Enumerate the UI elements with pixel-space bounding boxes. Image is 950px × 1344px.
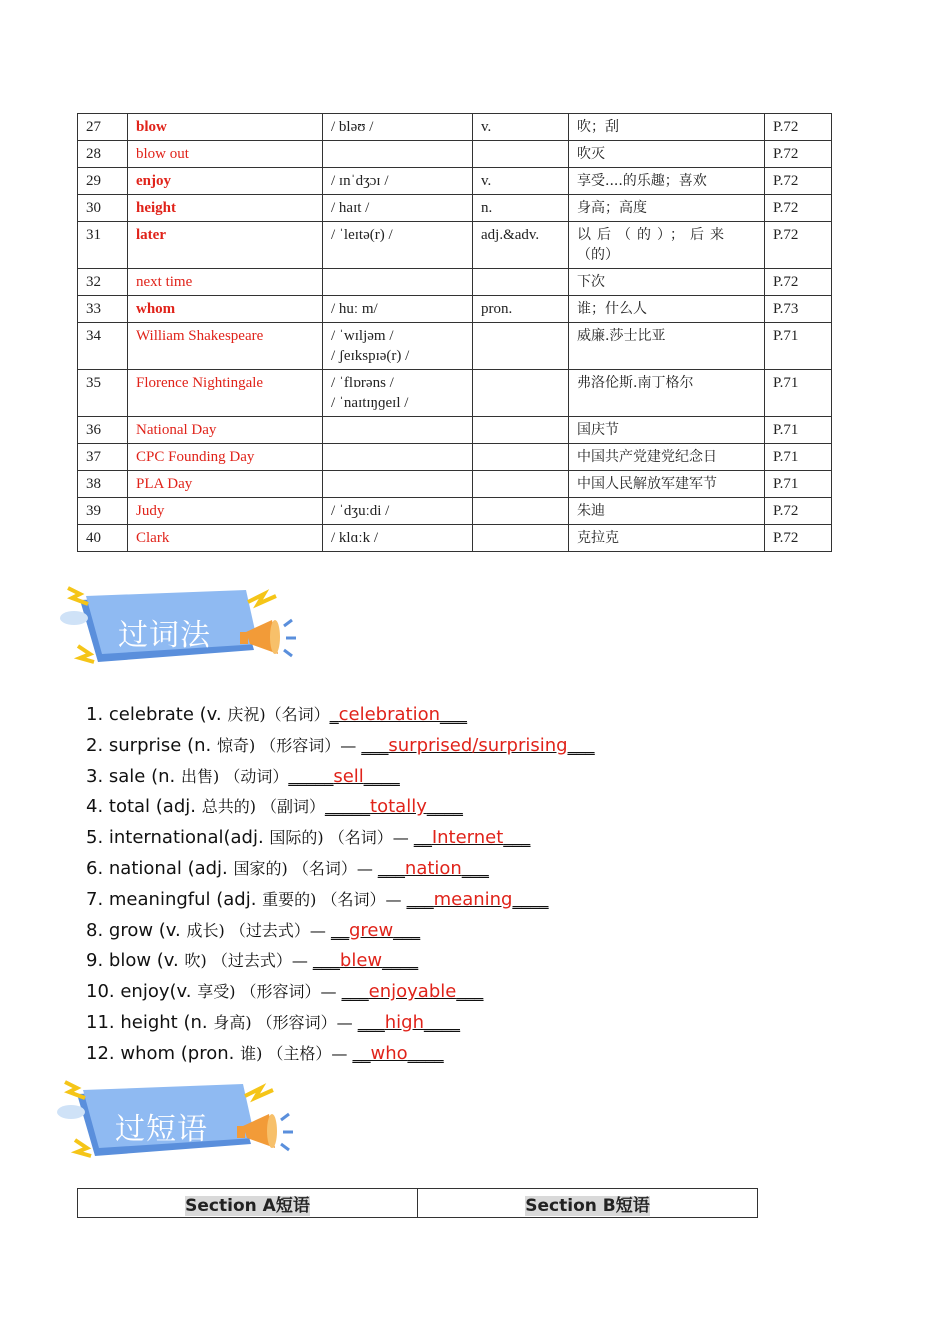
answer-blank-left: _ (329, 704, 339, 725)
exercise-item (86, 1008, 595, 1039)
vocab-number-cell (78, 498, 128, 525)
answer-blank-right: ____ (424, 1011, 460, 1033)
exercise-hint: 成长) （过去式）— (186, 920, 331, 940)
vocab-meaning-cell (569, 471, 765, 498)
exercise-prompt: 4. total (adj. (86, 796, 202, 818)
word-form-exercise-list (86, 700, 595, 1070)
vocab-page-cell (765, 498, 832, 525)
section-banner-words (58, 580, 308, 680)
section-b-header (418, 1189, 758, 1218)
vocab-meaning-cell (569, 498, 765, 525)
section-a-label-zh: 短语 (275, 1195, 310, 1216)
banner-title: 过短语 (115, 1112, 208, 1147)
answer-blank-right: ___ (393, 919, 421, 941)
vocab-word-cell (128, 444, 323, 471)
vocab-number-cell (78, 525, 128, 552)
vocab-page-cell (765, 269, 832, 296)
vocab-phonetic: / bləʊ / (331, 119, 374, 135)
vocab-page: P.71 (773, 422, 799, 438)
vocab-word-cell (128, 296, 323, 323)
vocab-word: whom (136, 301, 176, 317)
vocab-number-cell (78, 114, 128, 141)
vocab-word-cell (128, 195, 323, 222)
vocab-number: 28 (86, 146, 101, 162)
vocab-part-of-speech-cell (473, 498, 569, 525)
vocab-page: P.72 (773, 530, 799, 546)
vocab-phonetic: / ˈflɒrəns / (331, 375, 394, 391)
exercise-hint: 身高) （形容词）— (213, 1012, 358, 1032)
vocab-meaning: 弗洛伦斯.南丁格尔 (577, 375, 694, 391)
vocab-part-of-speech-cell (473, 269, 569, 296)
vocab-word: PLA Day (136, 476, 193, 492)
exercise-answer[interactable]: high (384, 1011, 424, 1033)
vocab-number-cell (78, 323, 128, 370)
vocab-page: P.72 (773, 274, 799, 290)
vocab-number: 39 (86, 503, 101, 519)
vocab-page-cell (765, 471, 832, 498)
vocab-part-of-speech: adj.&adv. (481, 227, 540, 243)
vocab-number: 31 (86, 227, 101, 243)
banner-title: 过词法 (118, 618, 211, 653)
vocab-row (78, 269, 832, 296)
vocab-page: P.72 (773, 119, 799, 135)
exercise-item (86, 792, 595, 823)
vocab-number: 32 (86, 274, 101, 290)
section-b-label: Section B (525, 1195, 616, 1216)
section-banner-phrases (55, 1074, 305, 1174)
vocab-phonetic-cell (323, 222, 473, 269)
vocab-page-cell (765, 444, 832, 471)
vocab-word-cell (128, 417, 323, 444)
exercise-item (86, 700, 595, 731)
vocab-phonetic: / huː m/ (331, 301, 378, 317)
vocab-number-cell (78, 471, 128, 498)
vocab-phonetic-cell (323, 168, 473, 195)
vocab-word-cell (128, 370, 323, 417)
vocab-phonetic-cell (323, 323, 473, 370)
exercise-answer[interactable]: who (370, 1042, 408, 1064)
answer-blank-left: __ (352, 1042, 371, 1064)
exercise-prompt: 11. height (n. (86, 1011, 214, 1033)
vocab-number: 35 (86, 375, 101, 391)
vocab-number: 29 (86, 173, 101, 189)
vocab-number: 33 (86, 301, 101, 317)
vocab-part-of-speech-cell (473, 195, 569, 222)
exercise-hint: 享受) （形容词）— (197, 982, 342, 1002)
answer-blank-right: ___ (567, 734, 595, 756)
vocab-meaning-cell (569, 269, 765, 296)
vocab-number: 40 (86, 530, 101, 546)
vocab-word: CPC Founding Day (136, 449, 255, 465)
answer-blank-left: ___ (312, 950, 340, 972)
exercise-hint: 吹) （过去式）— (184, 951, 313, 971)
vocabulary-table (77, 113, 832, 552)
answer-blank-right: ___ (440, 704, 468, 725)
vocab-page-cell (765, 168, 832, 195)
vocab-meaning-cell (569, 525, 765, 552)
vocab-row (78, 323, 832, 370)
vocab-meaning: 中国共产党建党纪念日 (577, 449, 717, 465)
vocab-part-of-speech-cell (473, 370, 569, 417)
vocab-word: Florence Nightingale (136, 375, 264, 391)
vocab-page: P.72 (773, 200, 799, 216)
vocab-page: P.71 (773, 476, 799, 492)
vocab-page: P.71 (773, 375, 799, 391)
vocab-meaning: 中国人民解放军建军节 (577, 476, 717, 492)
exercise-answer[interactable]: surprised/surprising (388, 734, 568, 756)
vocab-row (78, 498, 832, 525)
vocab-meaning-cell (569, 222, 765, 269)
lightning-icon (65, 1082, 85, 1098)
vocab-page-cell (765, 114, 832, 141)
vocab-phonetic-line2: / ˈnaɪtɪŋɡeɪl / (331, 395, 409, 411)
vocab-row (78, 114, 832, 141)
lightning-icon (248, 594, 276, 604)
vocab-meaning: 吹灭 (577, 146, 605, 162)
vocab-number: 38 (86, 476, 101, 492)
vocab-phonetic-cell (323, 444, 473, 471)
exercise-prompt: 12. whom (pron. (86, 1042, 241, 1064)
exercise-prompt: 7. meaningful (adj. (86, 888, 263, 910)
vocab-row (78, 168, 832, 195)
vocab-word-cell (128, 525, 323, 552)
vocab-part-of-speech: pron. (481, 301, 513, 317)
vocab-phonetic-cell (323, 195, 473, 222)
exercise-answer[interactable]: celebration (338, 704, 441, 725)
vocab-phonetic-cell (323, 141, 473, 168)
exercise-prompt: 5. international(adj. (86, 827, 270, 849)
exercise-item (86, 946, 595, 977)
exercise-item (86, 762, 595, 793)
vocab-part-of-speech-cell (473, 222, 569, 269)
vocab-page: P.72 (773, 146, 799, 162)
vocab-meaning-cell (569, 323, 765, 370)
answer-blank-left: _____ (288, 765, 334, 787)
exercise-answer[interactable]: blew (339, 950, 383, 972)
vocab-row (78, 141, 832, 168)
vocab-word: Judy (136, 503, 165, 519)
vocab-page-cell (765, 222, 832, 269)
exercise-hint: 出售) （动词） (180, 766, 289, 786)
vocab-meaning-cell (569, 296, 765, 323)
exercise-hint: 重要的) （名词）— (262, 889, 407, 909)
vocab-row (78, 471, 832, 498)
vocab-meaning: 以后（的）；后来 (577, 227, 730, 243)
answer-blank-right: ____ (512, 888, 549, 910)
answer-blank-left: _____ (325, 796, 371, 818)
vocab-phonetic-cell (323, 471, 473, 498)
vocab-number-cell (78, 141, 128, 168)
exercise-prompt: 3. sale (n. (86, 765, 181, 787)
vocab-number-cell (78, 296, 128, 323)
vocab-page-cell (765, 141, 832, 168)
vocab-number-cell (78, 168, 128, 195)
vocab-word: enjoy (136, 173, 171, 189)
vocab-page: P.72 (773, 503, 799, 519)
vocab-word-cell (128, 471, 323, 498)
vocab-word-cell (128, 168, 323, 195)
exercise-answer[interactable]: sell (333, 765, 364, 787)
vocab-meaning: 克拉克 (577, 530, 619, 546)
exercise-prompt: 9. blow (v. (86, 950, 185, 972)
answer-blank-right: ___ (456, 981, 484, 1003)
vocab-meaning: 谁；什么人 (577, 301, 647, 317)
vocabulary-table-body (78, 114, 832, 552)
vocab-meaning: 朱迪 (577, 503, 605, 519)
lightning-icon (68, 588, 88, 604)
vocab-phonetic-cell (323, 114, 473, 141)
vocab-page-cell (765, 323, 832, 370)
vocab-phonetic: / ˈleɪtə(r) / (331, 227, 393, 243)
vocab-meaning-cell (569, 370, 765, 417)
exercise-hint: 国际的) （名词）— (269, 828, 414, 848)
exercise-answer[interactable]: enjoyable (368, 981, 457, 1003)
vocab-phonetic-cell (323, 498, 473, 525)
vocab-meaning-cell (569, 417, 765, 444)
exercise-item (86, 823, 595, 854)
vocab-number: 30 (86, 200, 101, 216)
vocab-page-cell (765, 296, 832, 323)
vocab-word-cell (128, 323, 323, 370)
vocab-meaning: 威廉.莎士比亚 (577, 328, 666, 344)
vocab-number-cell (78, 269, 128, 296)
lightning-icon (75, 1140, 91, 1156)
vocab-phonetic: / klɑːk / (331, 530, 379, 546)
exercise-item (86, 916, 595, 947)
vocab-page-cell (765, 370, 832, 417)
vocab-word: National Day (136, 422, 217, 438)
vocab-number: 34 (86, 328, 101, 344)
vocab-part-of-speech: n. (481, 200, 493, 216)
vocab-row (78, 296, 832, 323)
vocab-part-of-speech-cell (473, 296, 569, 323)
vocab-page: P.73 (773, 301, 799, 317)
vocab-meaning: 国庆节 (577, 422, 619, 438)
exercise-hint: 总共的) （副词） (201, 797, 326, 817)
vocab-meaning-cell (569, 141, 765, 168)
exercise-prompt: 6. national (adj. (86, 857, 234, 879)
vocab-row (78, 370, 832, 417)
vocab-page: P.72 (773, 227, 799, 243)
vocab-number: 37 (86, 449, 101, 465)
vocab-page: P.71 (773, 328, 799, 344)
exercise-answer[interactable]: meaning (433, 888, 513, 910)
exercise-hint: 谁) （主格）— (240, 1043, 353, 1063)
answer-blank-right: ____ (407, 1042, 444, 1064)
vocab-part-of-speech-cell (473, 323, 569, 370)
answer-blank-left: ___ (357, 1011, 385, 1033)
vocab-part-of-speech-cell (473, 525, 569, 552)
exercise-answer[interactable]: nation (404, 857, 462, 879)
vocab-row (78, 444, 832, 471)
vocab-number: 36 (86, 422, 101, 438)
vocab-meaning: 吹；刮 (577, 119, 619, 135)
vocab-meaning: 身高；高度 (577, 200, 647, 216)
vocab-number: 27 (86, 119, 101, 135)
vocab-number-cell (78, 444, 128, 471)
vocab-part-of-speech-cell (473, 444, 569, 471)
vocab-phonetic-cell (323, 296, 473, 323)
answer-blank-left: ___ (406, 888, 434, 910)
exercise-hint: 庆祝)（名词） (227, 705, 330, 724)
vocab-row (78, 222, 832, 269)
vocab-part-of-speech: v. (481, 119, 492, 135)
lightning-icon (78, 646, 94, 662)
vocab-number-cell (78, 370, 128, 417)
vocab-word: blow out (136, 146, 189, 162)
vocab-page: P.71 (773, 449, 799, 465)
vocab-phonetic-cell (323, 525, 473, 552)
vocab-phonetic: / ˈdʒuːdi / (331, 503, 390, 519)
vocab-number-cell (78, 222, 128, 269)
exercise-answer[interactable]: Internet (431, 827, 504, 849)
exercise-prompt: 8. grow (v. (86, 919, 187, 941)
exercise-prompt: 1. celebrate (v. (86, 704, 228, 725)
vocab-word: next time (136, 274, 193, 290)
vocab-part-of-speech-cell (473, 417, 569, 444)
exercise-item (86, 977, 595, 1008)
vocab-row (78, 417, 832, 444)
vocab-row (78, 525, 832, 552)
exercise-prompt: 2. surprise (n. (86, 734, 217, 756)
vocab-phonetic-cell (323, 269, 473, 296)
lightning-icon (245, 1088, 273, 1098)
vocab-meaning-cell (569, 114, 765, 141)
exercise-answer[interactable]: totally (370, 796, 427, 818)
vocab-word: Clark (136, 530, 170, 546)
answer-blank-left: ___ (341, 981, 369, 1003)
vocab-word-cell (128, 114, 323, 141)
exercise-item (86, 854, 595, 885)
exercise-prompt: 10. enjoy(v. (86, 981, 198, 1003)
exercise-item (86, 885, 595, 916)
exercise-item (86, 1039, 595, 1070)
exercise-item (86, 731, 595, 762)
section-b-label-zh: 短语 (615, 1195, 650, 1216)
answer-blank-left: __ (330, 919, 349, 941)
vocab-word: later (136, 227, 166, 243)
vocab-meaning: 下次 (577, 274, 605, 290)
vocab-word-cell (128, 498, 323, 525)
vocab-word: blow (136, 119, 167, 135)
vocab-phonetic: / ˈwɪljəm / (331, 328, 394, 344)
vocab-page-cell (765, 525, 832, 552)
vocab-part-of-speech-cell (473, 168, 569, 195)
vocab-page: P.72 (773, 173, 799, 189)
vocab-meaning-cell (569, 168, 765, 195)
section-a-header (78, 1189, 418, 1218)
vocab-number-cell (78, 417, 128, 444)
vocab-word: height (136, 200, 177, 216)
exercise-hint: 惊奇) （形容词）— (216, 735, 362, 755)
exercise-hint: 国家的) （名词）— (233, 858, 378, 878)
vocab-word-cell (128, 222, 323, 269)
vocab-part-of-speech-cell (473, 471, 569, 498)
answer-blank-left: ___ (377, 857, 405, 879)
vocab-meaning-line2: （的） (577, 247, 619, 263)
answer-blank-right: ____ (382, 950, 419, 972)
vocab-row (78, 195, 832, 222)
vocab-page-cell (765, 195, 832, 222)
vocab-meaning: 享受....的乐趣；喜欢 (577, 173, 707, 189)
vocab-phonetic: / haɪt / (331, 200, 370, 216)
answer-blank-left: __ (413, 827, 432, 849)
answer-blank-left: ___ (361, 734, 389, 756)
vocab-word-cell (128, 269, 323, 296)
phrases-table (77, 1188, 758, 1218)
section-a-label: Section A (185, 1195, 276, 1216)
vocab-word-cell (128, 141, 323, 168)
answer-blank-right: ___ (503, 827, 531, 849)
vocab-phonetic-line2: / ʃeɪkspɪə(r) / (331, 348, 410, 364)
vocab-phonetic-cell (323, 417, 473, 444)
vocab-part-of-speech: v. (481, 173, 492, 189)
answer-blank-right: ___ (461, 857, 489, 879)
vocab-phonetic-cell (323, 370, 473, 417)
vocab-page-cell (765, 417, 832, 444)
vocab-meaning-cell (569, 444, 765, 471)
vocab-phonetic: / ɪnˈdʒɔɪ / (331, 173, 389, 189)
vocab-part-of-speech-cell (473, 141, 569, 168)
exercise-answer[interactable]: grew (348, 919, 394, 941)
vocab-number-cell (78, 195, 128, 222)
vocab-word: William Shakespeare (136, 328, 264, 344)
phrases-table-header (78, 1189, 758, 1218)
answer-blank-right: ____ (426, 796, 463, 818)
vocab-meaning-cell (569, 195, 765, 222)
answer-blank-right: ____ (363, 765, 400, 787)
vocab-part-of-speech-cell (473, 114, 569, 141)
